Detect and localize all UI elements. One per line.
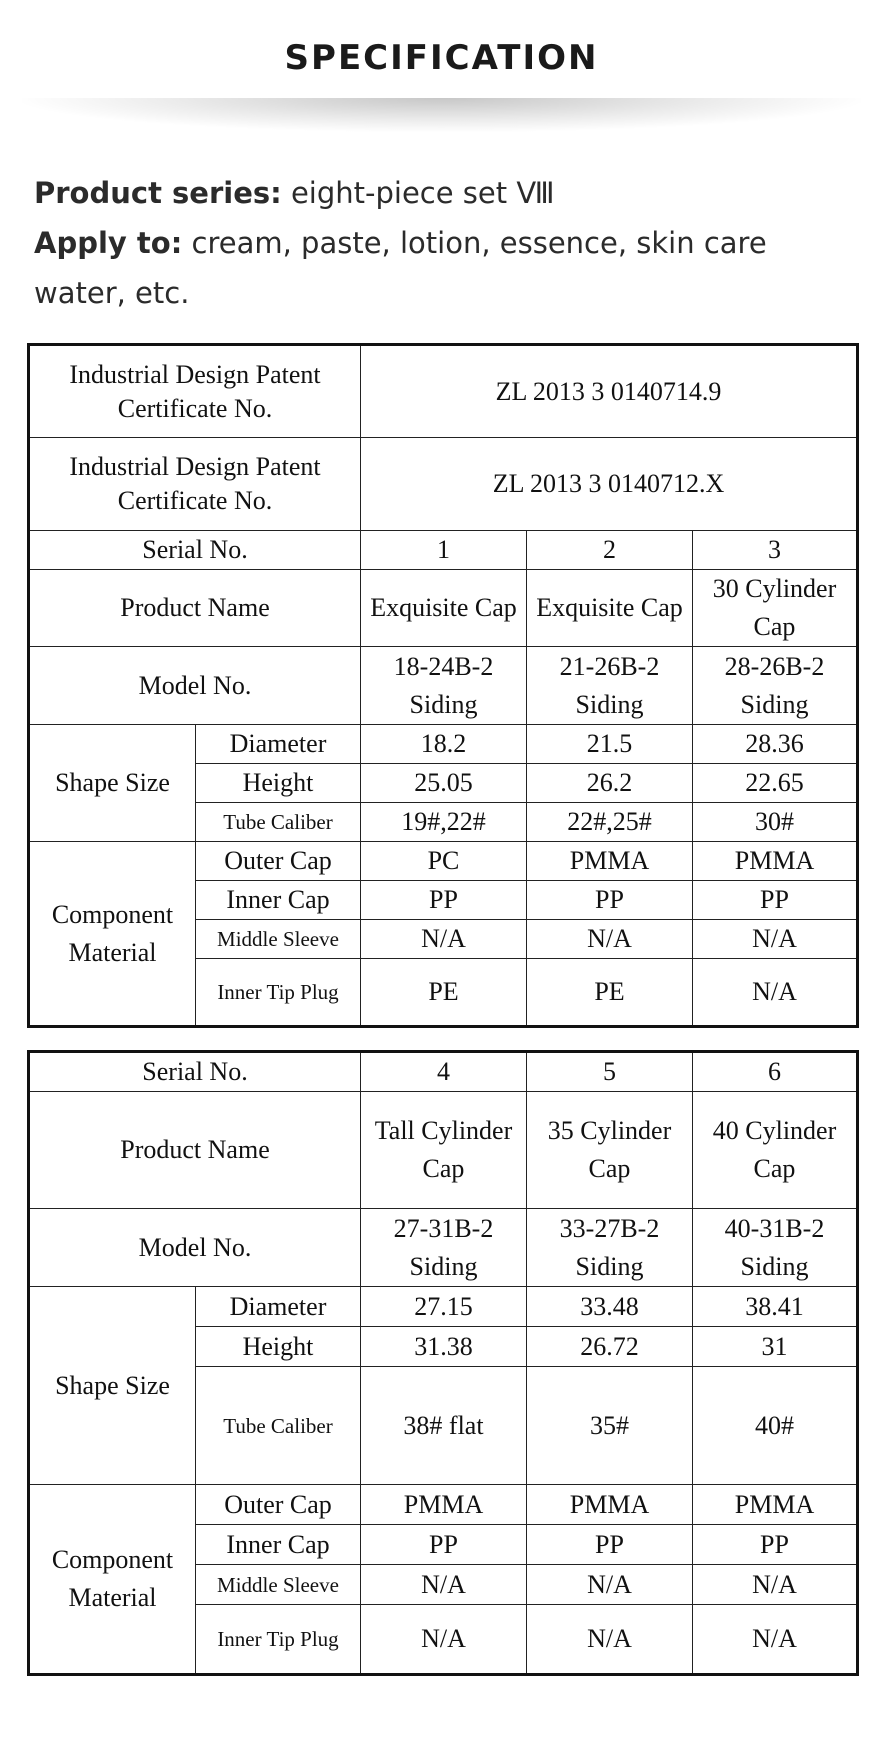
height-cell: 26.2: [527, 764, 693, 803]
tube-caliber-label-cell: Tube Caliber: [196, 1367, 361, 1485]
model-cell: 27-31B-2 Siding: [361, 1209, 527, 1287]
middle-sleeve-cell: N/A: [693, 1565, 858, 1605]
height-cell: 31.38: [361, 1327, 527, 1367]
product-name-cell: Tall Cylinder Cap: [361, 1092, 527, 1209]
inner-cap-label-cell: Inner Cap: [196, 1525, 361, 1565]
inner-tip-plug-cell: N/A: [693, 1605, 858, 1675]
tube-caliber-cell: 40#: [693, 1367, 858, 1485]
tube-caliber-cell: 30#: [693, 803, 858, 842]
diameter-cell: 18.2: [361, 725, 527, 764]
inner-tip-plug-label-cell: Inner Tip Plug: [196, 959, 361, 1027]
height-label-cell: Height: [196, 764, 361, 803]
outer-cap-label-cell: Outer Cap: [196, 842, 361, 881]
spec-table-2: [27, 1050, 859, 1676]
inner-cap-cell: PP: [361, 881, 527, 920]
table-row: [29, 725, 858, 764]
component-material-label-cell: Component Material: [29, 1485, 196, 1675]
serial-cell: 6: [693, 1052, 858, 1092]
table-row: [29, 1209, 858, 1287]
middle-sleeve-cell: N/A: [361, 1565, 527, 1605]
height-cell: 22.65: [693, 764, 858, 803]
model-cell: 18-24B-2 Siding: [361, 647, 527, 725]
outer-cap-cell: PMMA: [693, 1485, 858, 1525]
patent-value-cell: ZL 2013 3 0140714.9: [361, 345, 858, 438]
product-series-line: [34, 168, 864, 218]
product-name-label-cell: Product Name: [29, 1092, 361, 1209]
table-row: [29, 1287, 858, 1327]
diameter-cell: 27.15: [361, 1287, 527, 1327]
outer-cap-cell: PMMA: [527, 842, 693, 881]
product-name-cell: 40 Cylinder Cap: [693, 1092, 858, 1209]
inner-tip-plug-label-cell: Inner Tip Plug: [196, 1605, 361, 1675]
model-cell: 40-31B-2 Siding: [693, 1209, 858, 1287]
inner-cap-cell: PP: [527, 1525, 693, 1565]
inner-tip-plug-cell: PE: [361, 959, 527, 1027]
serial-label-cell: Serial No.: [29, 531, 361, 570]
product-name-label-cell: Product Name: [29, 570, 361, 647]
table-row: [29, 647, 858, 725]
inner-cap-cell: PP: [693, 1525, 858, 1565]
outer-cap-cell: PMMA: [361, 1485, 527, 1525]
table-row: [29, 1485, 858, 1525]
inner-tip-plug-cell: N/A: [527, 1605, 693, 1675]
outer-cap-label-cell: Outer Cap: [196, 1485, 361, 1525]
patent-label-cell: Industrial Design Patent Certificate No.: [29, 345, 361, 438]
tube-caliber-cell: 22#,25#: [527, 803, 693, 842]
page-title: SPECIFICATION: [284, 38, 599, 78]
diameter-cell: 38.41: [693, 1287, 858, 1327]
shape-size-label-cell: Shape Size: [29, 1287, 196, 1485]
table-row: [29, 1052, 858, 1092]
middle-sleeve-cell: N/A: [693, 920, 858, 959]
tube-caliber-cell: 19#,22#: [361, 803, 527, 842]
serial-cell: 1: [361, 531, 527, 570]
inner-cap-cell: PP: [361, 1525, 527, 1565]
height-label-cell: Height: [196, 1327, 361, 1367]
inner-tip-plug-cell: N/A: [361, 1605, 527, 1675]
tube-caliber-cell: 35#: [527, 1367, 693, 1485]
table-row: [29, 438, 858, 531]
diameter-cell: 28.36: [693, 725, 858, 764]
diameter-cell: 21.5: [527, 725, 693, 764]
inner-tip-plug-cell: N/A: [693, 959, 858, 1027]
apply-to-value: cream, paste, lotion, essence, skin care water, etc.: [34, 226, 767, 310]
serial-cell: 5: [527, 1052, 693, 1092]
outer-cap-cell: PMMA: [527, 1485, 693, 1525]
model-label-cell: Model No.: [29, 1209, 361, 1287]
shape-size-label-cell: Shape Size: [29, 725, 196, 842]
table-row: [29, 531, 858, 570]
tube-caliber-cell: 38# flat: [361, 1367, 527, 1485]
middle-sleeve-label-cell: Middle Sleeve: [196, 1565, 361, 1605]
intro-text: [34, 168, 864, 318]
serial-cell: 4: [361, 1052, 527, 1092]
middle-sleeve-label-cell: Middle Sleeve: [196, 920, 361, 959]
apply-to-line: [34, 218, 864, 318]
inner-cap-cell: PP: [527, 881, 693, 920]
model-cell: 33-27B-2 Siding: [527, 1209, 693, 1287]
product-name-cell: Exquisite Cap: [361, 570, 527, 647]
table-row: [29, 345, 858, 438]
table-row: [29, 1092, 858, 1209]
table-row: [29, 570, 858, 647]
outer-cap-cell: PMMA: [693, 842, 858, 881]
spec-table-1: [27, 343, 859, 1028]
serial-label-cell: Serial No.: [29, 1052, 361, 1092]
title-divider-shadow: [22, 98, 861, 132]
model-cell: 21-26B-2 Siding: [527, 647, 693, 725]
diameter-label-cell: Diameter: [196, 725, 361, 764]
diameter-cell: 33.48: [527, 1287, 693, 1327]
model-label-cell: Model No.: [29, 647, 361, 725]
component-material-label-cell: Component Material: [29, 842, 196, 1027]
height-cell: 25.05: [361, 764, 527, 803]
product-name-cell: 30 Cylinder Cap: [693, 570, 858, 647]
product-series-value: eight-piece set Ⅷ: [281, 176, 555, 210]
patent-value-cell: ZL 2013 3 0140712.X: [361, 438, 858, 531]
product-name-cell: 35 Cylinder Cap: [527, 1092, 693, 1209]
product-series-label: Product series:: [34, 176, 282, 210]
serial-cell: 2: [527, 531, 693, 570]
tube-caliber-label-cell: Tube Caliber: [196, 803, 361, 842]
outer-cap-cell: PC: [361, 842, 527, 881]
diameter-label-cell: Diameter: [196, 1287, 361, 1327]
patent-label-cell: Industrial Design Patent Certificate No.: [29, 438, 361, 531]
height-cell: 26.72: [527, 1327, 693, 1367]
middle-sleeve-cell: N/A: [361, 920, 527, 959]
middle-sleeve-cell: N/A: [527, 1565, 693, 1605]
inner-cap-cell: PP: [693, 881, 858, 920]
inner-cap-label-cell: Inner Cap: [196, 881, 361, 920]
model-cell: 28-26B-2 Siding: [693, 647, 858, 725]
inner-tip-plug-cell: PE: [527, 959, 693, 1027]
middle-sleeve-cell: N/A: [527, 920, 693, 959]
height-cell: 31: [693, 1327, 858, 1367]
apply-to-label: Apply to:: [34, 226, 183, 260]
product-name-cell: Exquisite Cap: [527, 570, 693, 647]
table-row: [29, 842, 858, 881]
serial-cell: 3: [693, 531, 858, 570]
